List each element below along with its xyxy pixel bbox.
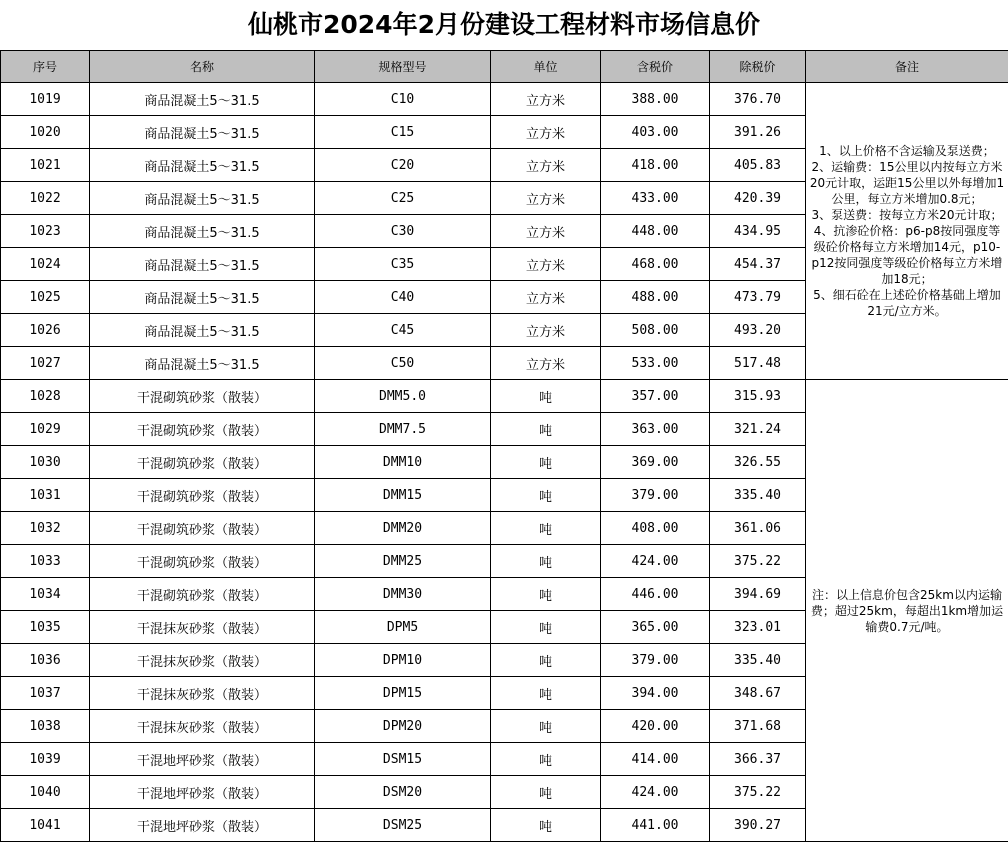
row-price-with-tax: 424.00 [601, 776, 710, 809]
row-unit: 立方米 [491, 347, 601, 380]
row-unit: 吨 [491, 809, 601, 842]
row-spec: C45 [315, 314, 491, 347]
row-spec: DSM15 [315, 743, 491, 776]
row-unit: 吨 [491, 611, 601, 644]
row-spec: DSM20 [315, 776, 491, 809]
row-unit: 立方米 [491, 248, 601, 281]
remarks-mortar: 注：以上信息价包含25km以内运输费；超过25km，每超出1km增加运输费0.7元/吨。 [806, 380, 1008, 842]
row-name: 干混砌筑砂浆（散装） [90, 413, 315, 446]
row-price-without-tax: 335.40 [710, 644, 806, 677]
row-price-with-tax: 379.00 [601, 644, 710, 677]
row-seq: 1036 [1, 644, 90, 677]
table-header-row [1, 51, 1008, 83]
row-spec: DSM25 [315, 809, 491, 842]
row-name: 干混砌筑砂浆（散装） [90, 479, 315, 512]
row-price-with-tax: 394.00 [601, 677, 710, 710]
row-name: 干混抹灰砂浆（散装） [90, 710, 315, 743]
row-price-with-tax: 388.00 [601, 83, 710, 116]
row-unit: 立方米 [491, 314, 601, 347]
row-spec: DMM5.0 [315, 380, 491, 413]
header-seq: 序号 [1, 51, 90, 83]
row-price-without-tax: 371.68 [710, 710, 806, 743]
row-name: 干混砌筑砂浆（散装） [90, 512, 315, 545]
row-seq: 1021 [1, 149, 90, 182]
row-name: 干混抹灰砂浆（散装） [90, 611, 315, 644]
header-remarks: 备注 [806, 51, 1008, 83]
row-price-with-tax: 369.00 [601, 446, 710, 479]
header-unit: 单位 [491, 51, 601, 83]
row-seq: 1028 [1, 380, 90, 413]
row-seq: 1035 [1, 611, 90, 644]
row-name: 干混地坪砂浆（散装） [90, 776, 315, 809]
row-price-with-tax: 420.00 [601, 710, 710, 743]
row-price-without-tax: 361.06 [710, 512, 806, 545]
row-seq: 1029 [1, 413, 90, 446]
row-price-without-tax: 335.40 [710, 479, 806, 512]
row-spec: DMM10 [315, 446, 491, 479]
row-spec: DPM5 [315, 611, 491, 644]
row-price-with-tax: 424.00 [601, 545, 710, 578]
row-seq: 1025 [1, 281, 90, 314]
row-seq: 1037 [1, 677, 90, 710]
row-spec: C15 [315, 116, 491, 149]
row-price-without-tax: 366.37 [710, 743, 806, 776]
row-price-without-tax: 391.26 [710, 116, 806, 149]
remark-line: 5、细石砼在上述砼价格基础上增加21元/立方米。 [808, 287, 1006, 319]
row-seq: 1032 [1, 512, 90, 545]
row-spec: C40 [315, 281, 491, 314]
row-name: 商品混凝土5～31.5 [90, 116, 315, 149]
row-price-with-tax: 408.00 [601, 512, 710, 545]
row-spec: C20 [315, 149, 491, 182]
remark-line: 2、运输费：15公里以内按每立方米20元计取，运距15公里以外每增加1公里，每立方米增加0.8元； [808, 159, 1006, 207]
row-spec: DMM7.5 [315, 413, 491, 446]
row-unit: 立方米 [491, 215, 601, 248]
row-name: 干混砌筑砂浆（散装） [90, 578, 315, 611]
row-spec: C25 [315, 182, 491, 215]
row-price-with-tax: 448.00 [601, 215, 710, 248]
row-price-with-tax: 533.00 [601, 347, 710, 380]
row-unit: 吨 [491, 677, 601, 710]
row-price-with-tax: 365.00 [601, 611, 710, 644]
row-unit: 立方米 [491, 149, 601, 182]
remark-line: 3、泵送费：按每立方米20元计取； [808, 207, 1006, 223]
row-seq: 1024 [1, 248, 90, 281]
row-price-without-tax: 434.95 [710, 215, 806, 248]
row-seq: 1034 [1, 578, 90, 611]
row-spec: DMM25 [315, 545, 491, 578]
row-price-without-tax: 375.22 [710, 545, 806, 578]
header-price-with-tax: 含税价 [601, 51, 710, 83]
row-unit: 吨 [491, 512, 601, 545]
row-unit: 吨 [491, 743, 601, 776]
row-seq: 1026 [1, 314, 90, 347]
row-name: 商品混凝土5～31.5 [90, 149, 315, 182]
row-name: 干混抹灰砂浆（散装） [90, 644, 315, 677]
row-unit: 吨 [491, 710, 601, 743]
row-seq: 1040 [1, 776, 90, 809]
row-seq: 1019 [1, 83, 90, 116]
row-spec: C35 [315, 248, 491, 281]
row-name: 干混砌筑砂浆（散装） [90, 446, 315, 479]
row-price-with-tax: 433.00 [601, 182, 710, 215]
row-seq: 1031 [1, 479, 90, 512]
row-price-without-tax: 321.24 [710, 413, 806, 446]
remark-line: 1、以上价格不含运输及泵送费； [808, 143, 1006, 159]
row-spec: DPM15 [315, 677, 491, 710]
row-name: 商品混凝土5～31.5 [90, 314, 315, 347]
row-seq: 1033 [1, 545, 90, 578]
row-name: 商品混凝土5～31.5 [90, 182, 315, 215]
table-row [1, 380, 1008, 413]
row-price-with-tax: 363.00 [601, 413, 710, 446]
row-spec: DPM10 [315, 644, 491, 677]
row-spec: C10 [315, 83, 491, 116]
row-unit: 吨 [491, 644, 601, 677]
row-price-without-tax: 326.55 [710, 446, 806, 479]
row-spec: DMM20 [315, 512, 491, 545]
remarks-concrete [806, 83, 1008, 380]
row-price-without-tax: 493.20 [710, 314, 806, 347]
row-name: 干混地坪砂浆（散装） [90, 809, 315, 842]
row-unit: 立方米 [491, 182, 601, 215]
row-seq: 1030 [1, 446, 90, 479]
row-price-with-tax: 403.00 [601, 116, 710, 149]
row-price-without-tax: 375.22 [710, 776, 806, 809]
row-unit: 吨 [491, 446, 601, 479]
row-name: 商品混凝土5～31.5 [90, 248, 315, 281]
row-price-without-tax: 315.93 [710, 380, 806, 413]
row-name: 商品混凝土5～31.5 [90, 83, 315, 116]
row-unit: 吨 [491, 545, 601, 578]
row-price-without-tax: 454.37 [710, 248, 806, 281]
row-price-without-tax: 517.48 [710, 347, 806, 380]
row-name: 干混砌筑砂浆（散装） [90, 545, 315, 578]
table-body [1, 83, 1008, 842]
row-name: 商品混凝土5～31.5 [90, 215, 315, 248]
row-seq: 1022 [1, 182, 90, 215]
row-unit: 吨 [491, 776, 601, 809]
row-price-with-tax: 414.00 [601, 743, 710, 776]
page-title: 仙桃市2024年2月份建设工程材料市场信息价 [0, 0, 1008, 50]
row-price-with-tax: 468.00 [601, 248, 710, 281]
row-price-with-tax: 446.00 [601, 578, 710, 611]
row-price-with-tax: 357.00 [601, 380, 710, 413]
header-spec: 规格型号 [315, 51, 491, 83]
row-unit: 吨 [491, 479, 601, 512]
header-price-without-tax: 除税价 [710, 51, 806, 83]
row-unit: 立方米 [491, 83, 601, 116]
row-price-without-tax: 376.70 [710, 83, 806, 116]
price-table [0, 50, 1008, 842]
row-price-with-tax: 418.00 [601, 149, 710, 182]
row-price-without-tax: 390.27 [710, 809, 806, 842]
row-price-without-tax: 348.67 [710, 677, 806, 710]
row-spec: C30 [315, 215, 491, 248]
row-seq: 1038 [1, 710, 90, 743]
row-price-without-tax: 405.83 [710, 149, 806, 182]
row-price-without-tax: 420.39 [710, 182, 806, 215]
row-name: 商品混凝土5～31.5 [90, 281, 315, 314]
row-price-with-tax: 441.00 [601, 809, 710, 842]
row-price-with-tax: 379.00 [601, 479, 710, 512]
row-unit: 立方米 [491, 281, 601, 314]
row-seq: 1027 [1, 347, 90, 380]
row-price-with-tax: 488.00 [601, 281, 710, 314]
row-unit: 吨 [491, 578, 601, 611]
row-seq: 1039 [1, 743, 90, 776]
row-spec: DMM30 [315, 578, 491, 611]
row-seq: 1041 [1, 809, 90, 842]
row-name: 干混抹灰砂浆（散装） [90, 677, 315, 710]
row-name: 商品混凝土5～31.5 [90, 347, 315, 380]
row-spec: C50 [315, 347, 491, 380]
row-name: 干混砌筑砂浆（散装） [90, 380, 315, 413]
row-name: 干混地坪砂浆（散装） [90, 743, 315, 776]
remark-line: 4、抗渗砼价格：p6-p8按同强度等级砼价格每立方米增加14元，p10-p12按同强度等级砼价格每立方米增加18元； [808, 223, 1006, 287]
header-name: 名称 [90, 51, 315, 83]
row-unit: 吨 [491, 413, 601, 446]
row-seq: 1020 [1, 116, 90, 149]
row-unit: 立方米 [491, 116, 601, 149]
row-price-without-tax: 394.69 [710, 578, 806, 611]
row-spec: DPM20 [315, 710, 491, 743]
row-seq: 1023 [1, 215, 90, 248]
row-price-without-tax: 473.79 [710, 281, 806, 314]
row-price-without-tax: 323.01 [710, 611, 806, 644]
table-row [1, 83, 1008, 116]
row-unit: 吨 [491, 380, 601, 413]
row-spec: DMM15 [315, 479, 491, 512]
row-price-with-tax: 508.00 [601, 314, 710, 347]
